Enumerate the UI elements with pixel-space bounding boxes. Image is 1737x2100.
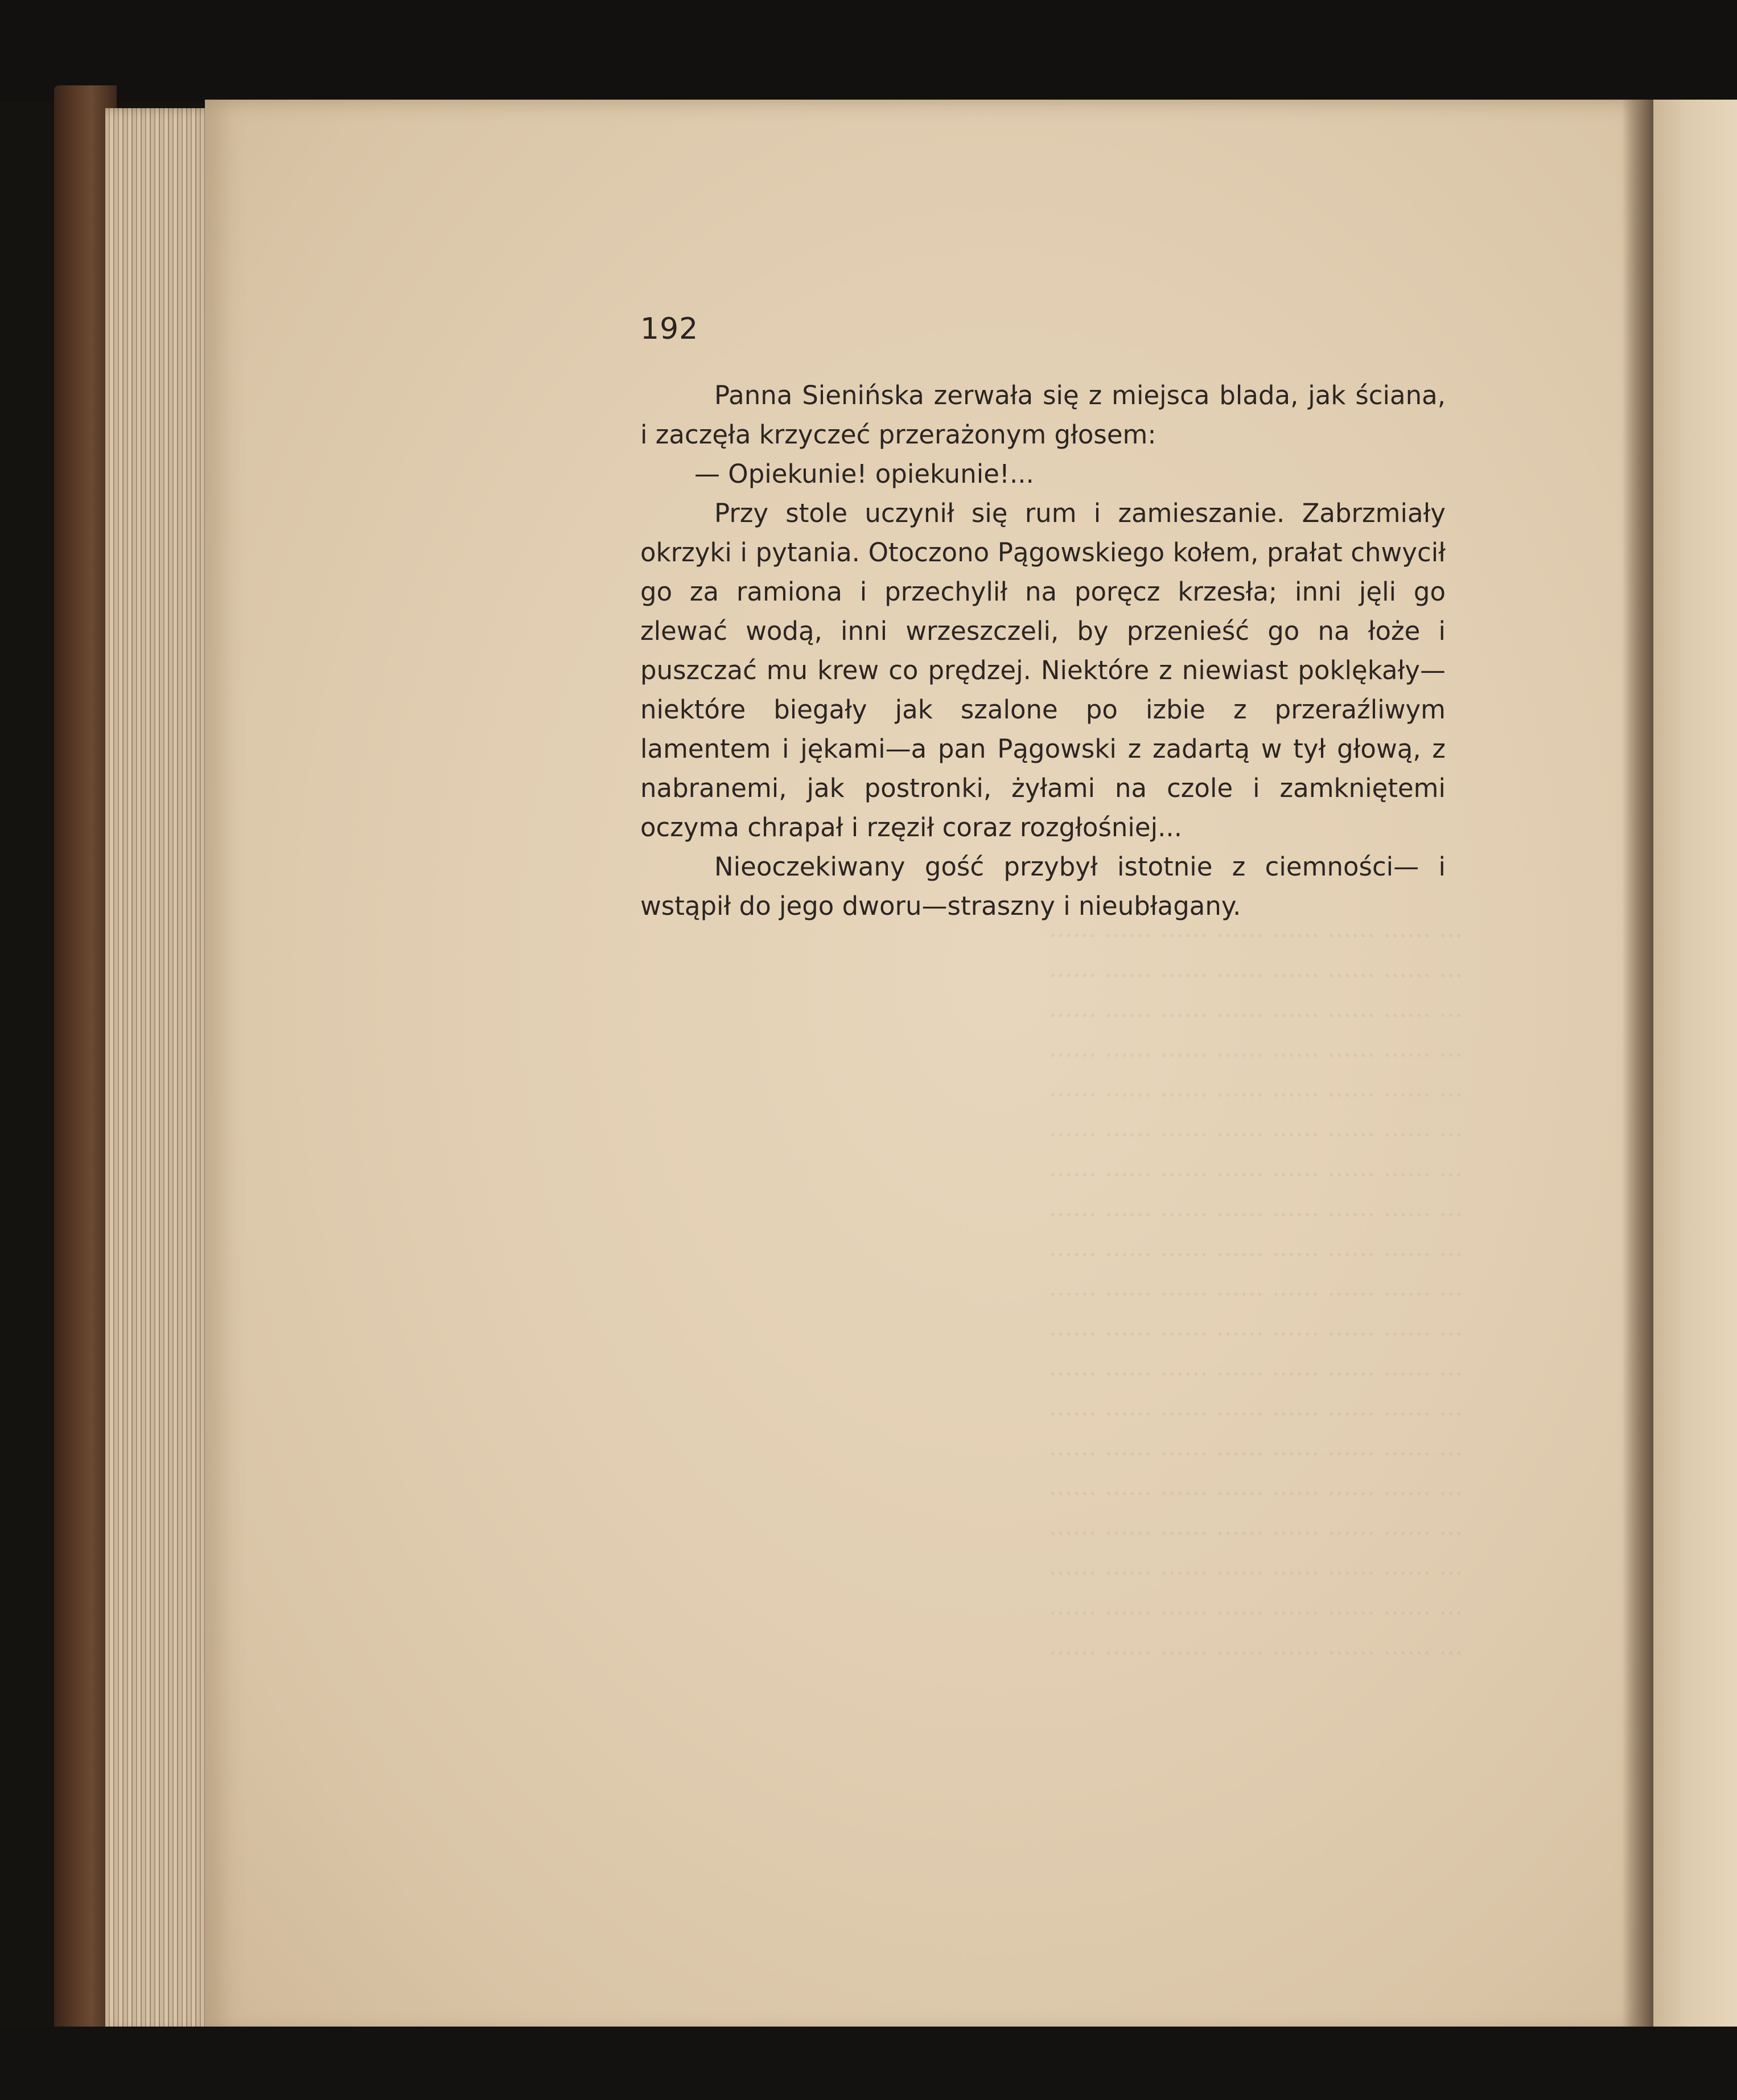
- page-stack-edges: [105, 108, 213, 2032]
- background-bottom: [0, 2027, 1737, 2100]
- background-top: [0, 0, 1737, 102]
- paragraph: Nieoczekiwany gość przybył istotnie z ciemności— i wstąpił do jego dworu—straszny i nieubłagany.: [640, 852, 1446, 921]
- text-block: [640, 376, 1446, 926]
- next-page-sliver: [1653, 100, 1737, 2035]
- bleed-through-text: ··· ······ ······ ······ ······ ······ ······ ······ ··· ······ ······ ······ ······ ······ ······ ······ ··· ······ ······ ······ ······ ······ ······ ······ ··· ······ ······ ······ ······ ······ ······ ······ ··· ······ ······ ······ ······ ······ ······ ······ ··· ······ ······ ······ ······ ······ ······ ······ ··· ······ ······ ······ ······ ······ ······ ······ ··· ······ ······ ······ ······ ······ ······ ······ ··· ······ ······ ······ ······ ······ ······ ······ ··· ······ ······ ······ ······ ······ ······ ······ ··· ······ ······ ······ ······ ······ ······ ······ ··· ······ ······ ······ ······ ······ ······ ······ ··· ······ ······ ······ ······ ······ ······ ······ ··· ······ ······ ······ ······ ······ ······ ······ ··· ······ ······ ······ ······ ······ ······ ······ ··· ······ ······ ······ ······ ······ ······ ······ ··· ······ ······ ······ ······ ······ ······ ······ ··· ······ ······ ······ ······ ······ ······ ······ ··· ······ ······ ······ ······ ······ ······ ······: [1048, 922, 1463, 1668]
- page-gutter-shadow: [1622, 100, 1656, 2035]
- paragraph-dialogue: — Opiekunie! opiekunie!...: [694, 459, 1034, 489]
- page-number: 192: [640, 312, 699, 346]
- paragraph: Przy stole uczynił się rum i zamieszanie. Zabrzmiały okrzyki i pytania. Otoczono Pągowskiego kołem, prałat chwycił go za ramiona i przechylił na poręcz krzesła; inni jęli go zlewać wodą, inni wrzeszczeli, by przenieść go na łoże i puszczać mu krew co prędzej. Niektóre z niewiast poklękały—niektóre biegały jak szalone po izbie z przeraźliwym lamentem i jękami—a pan Pągowski z zadartą w tył głową, z nabranemi, jak postronki, żyłami na czole i zamkniętemi oczyma chrapał i rzęził coraz rozgłośniej...: [640, 498, 1446, 843]
- paragraph: Panna Sienińska zerwała się z miejsca blada, jak ściana, i zaczęła krzyczeć przerażonym głosem:: [640, 380, 1446, 450]
